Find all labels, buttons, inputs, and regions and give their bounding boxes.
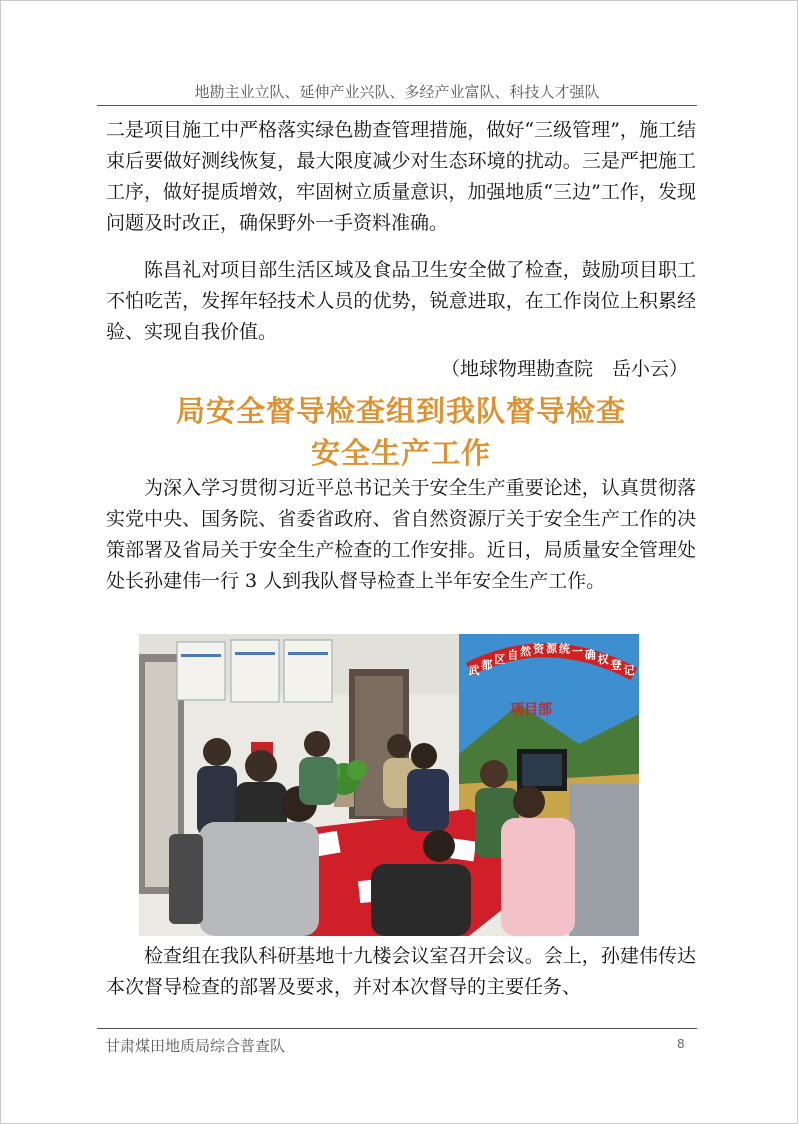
- paragraph-2: 陈昌礼对项目部生活区域及食品卫生安全做了检查，鼓励项目职工不怕吃苦，发挥年轻技术人员的优势，锐意进取，在工作岗位上积累经验、实现自我价值。: [106, 259, 696, 343]
- meeting-photo-illustration: [139, 634, 639, 936]
- banner-title-char: 一: [571, 644, 583, 658]
- article-title-line-2: 安全生产工作: [310, 436, 491, 470]
- footer-divider: [97, 1028, 697, 1029]
- banner-title-char: 自: [507, 648, 519, 662]
- banner-title-char: 武: [468, 664, 480, 677]
- paragraph-1: 二是项目施工中严格落实绿色勘查管理措施，做好“三级管理”，施工结束后要做好测线恢复，最大限度减少对生态环境的扰动。三是严把施工工序，做好提质增效，牢固树立质量意识，加强地质“三边”工作，发现问题及时改正，确保野外一手资料准确。: [106, 119, 696, 234]
- meeting-photo: [139, 634, 639, 936]
- banner-subtitle-text: 项目部: [510, 702, 552, 718]
- footer-organization: 甘肃煤田地质局综合普查队: [105, 1037, 286, 1055]
- article-byline: （地球物理勘查院 岳小云）: [440, 358, 688, 380]
- paragraph-4: 检查组在我队科研基地十九楼会议室召开会议。会上，孙建伟传达本次督导检查的部署及要求，并对本次督导的主要任务、: [106, 945, 696, 998]
- banner-title-char: 都: [481, 658, 493, 672]
- banner-title-char: 然: [520, 644, 532, 658]
- banner-title-char: 统: [558, 642, 570, 656]
- page-number: 8: [677, 1037, 685, 1051]
- banner-title-char: 区: [494, 653, 506, 666]
- banner-title-char: 资: [533, 642, 545, 656]
- running-header: 地勘主业立队、延伸产业兴队、多经产业富队、科技人才强队: [194, 83, 600, 101]
- banner-title-char: 权: [597, 653, 609, 666]
- banner-title-char: 源: [546, 642, 557, 655]
- banner-title-char: 确: [584, 648, 596, 662]
- paragraph-3: 为深入学习贯彻习近平总书记关于安全生产重要论述，认真贯彻落实党中央、国务院、省委省政府、省自然资源厅关于安全生产工作的决策部署及省局关于安全生产检查的工作安排。近日，局质量安全管理处处长孙建伟一行 3 人到我队督导检查上半年安全生产工作。: [106, 477, 696, 592]
- article-title-line-1: 局安全督导检查组到我队督导检查: [175, 394, 626, 428]
- header-divider: [97, 105, 697, 106]
- banner-title-char: 记: [623, 664, 635, 677]
- banner-title-char: 登: [610, 658, 622, 672]
